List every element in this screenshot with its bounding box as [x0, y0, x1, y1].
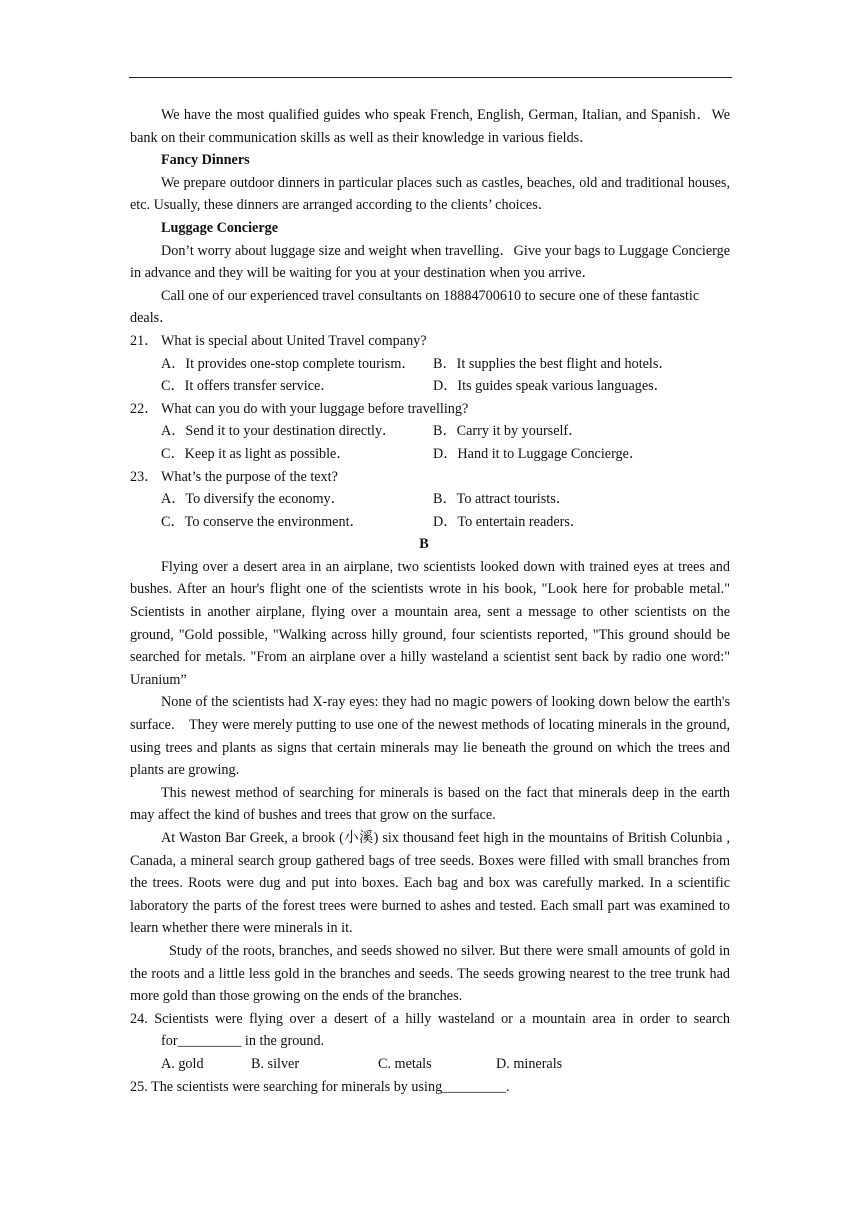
question-24 — [130, 1008, 730, 1076]
question-stem: What’s the purpose of the text? — [161, 468, 338, 485]
heading-luggage-concierge: Luggage Concierge — [161, 219, 279, 236]
paragraph-b5: Study of the roots, branches, and seeds showed no silver. But there were small amounts of gold in the roots and a little less gold in the branches and seeds. The seeds growing nearest to the tree trunk had more gold than those growing on the ends of the branches. — [130, 942, 730, 1005]
option-b: B. silver — [251, 1055, 300, 1072]
question-stem: 25. The scientists were searching for minerals by using_________. — [130, 1078, 510, 1095]
option-d: D．Hand it to Luggage Concierge． — [433, 445, 644, 462]
option-b: B．Carry it by yourself． — [433, 423, 583, 440]
option-d: D. minerals — [496, 1055, 563, 1072]
question-25 — [130, 1076, 730, 1099]
paragraph-luggage: Don’t worry about luggage size and weight when travelling．Give your bags to Luggage Concierge in advance and they will be waiting for you at your destination when you arrive． — [130, 242, 730, 282]
question-number: 23． — [130, 468, 159, 485]
question-stem: What is special about United Travel company? — [161, 332, 427, 349]
page-content — [130, 104, 730, 1098]
heading-fancy-dinners: Fancy Dinners — [161, 152, 250, 169]
option-c: C. metals — [378, 1055, 432, 1072]
option-c: C．It offers transfer service． — [161, 378, 335, 395]
paragraph-b2: None of the scientists had X-ray eyes: they had no magic powers of looking down below the earth's surface. They were merely putting to use one of the newest methods of locating minerals in the ground, using trees and plants as signs that certain minerals may lie beneath the ground on which the trees and plants are growing. — [130, 694, 730, 779]
paragraph-call: Call one of our experienced travel consultants on 18884700610 to secure one of these fantastic deals． — [130, 287, 700, 327]
option-d: D．To entertain readers． — [433, 513, 585, 530]
paragraph-b4: At Waston Bar Greek, a brook (小溪) six thousand feet high in the mountains of British Colunbia , Canada, a mineral search group gathered bags of tree seeds. Boxes were filled with small branches from the trees. Roots were dug and put into boxes. Each bag and box was carefully marked. In a scientific laboratory the parts of the forest trees were burned to ashes and tested. Each small part was examined to learn whether there were minerals in it. — [130, 830, 730, 937]
option-b: B．It supplies the best flight and hotels． — [433, 355, 673, 372]
option-d: D．Its guides speak various languages． — [433, 378, 668, 395]
question-21 — [130, 330, 730, 398]
question-stem: What can you do with your luggage before travelling? — [161, 400, 469, 417]
option-c: C．To conserve the environment． — [161, 513, 364, 530]
paragraph-b3: This newest method of searching for minerals is based on the fact that minerals deep in the earth may affect the kind of bushes and trees that grow on the surface. — [130, 784, 730, 824]
question-number: 21． — [130, 332, 159, 349]
option-a: A．To diversify the economy． — [161, 491, 345, 508]
question-23 — [130, 466, 730, 534]
question-22 — [130, 398, 730, 466]
option-a: A. gold — [161, 1055, 204, 1072]
option-a: A．It provides one-stop complete tourism． — [161, 355, 416, 372]
option-c: C．Keep it as light as possible． — [161, 445, 351, 462]
option-b: B．To attract tourists． — [433, 491, 570, 508]
option-a: A．Send it to your destination directly． — [161, 423, 397, 440]
paragraph-dinners: We prepare outdoor dinners in particular places such as castles, beaches, old and traditional houses, etc. Usually, these dinners are arranged according to the clients’ choices． — [130, 174, 730, 214]
paragraph-guides: We have the most qualified guides who speak French, English, German, Italian, and Spanish．We bank on their communication skills as well as their knowledge in various fields． — [130, 107, 730, 146]
header-rule — [129, 77, 732, 78]
section-letter-b: B — [419, 536, 429, 553]
question-number: 22． — [130, 400, 159, 417]
question-stem: 24. Scientists were flying over a desert of a hilly wasteland or a mountain area in order to search for_________ in the ground. — [130, 1010, 730, 1050]
paragraph-b1: Flying over a desert area in an airplane, two scientists looked down with trained eyes at trees and bushes. After an hour's flight one of the scientists wrote in his book, "Look here for probable metal." Scientists in another airplane, flying over a mountain area, sent a message to other scientists on the ground, "Gold possible, "Walking across hilly ground, four scientists reported, "This ground should be searched for metals. "From an airplane over a hilly wasteland a scientist sent back by radio one word:" Uranium” — [130, 558, 730, 688]
